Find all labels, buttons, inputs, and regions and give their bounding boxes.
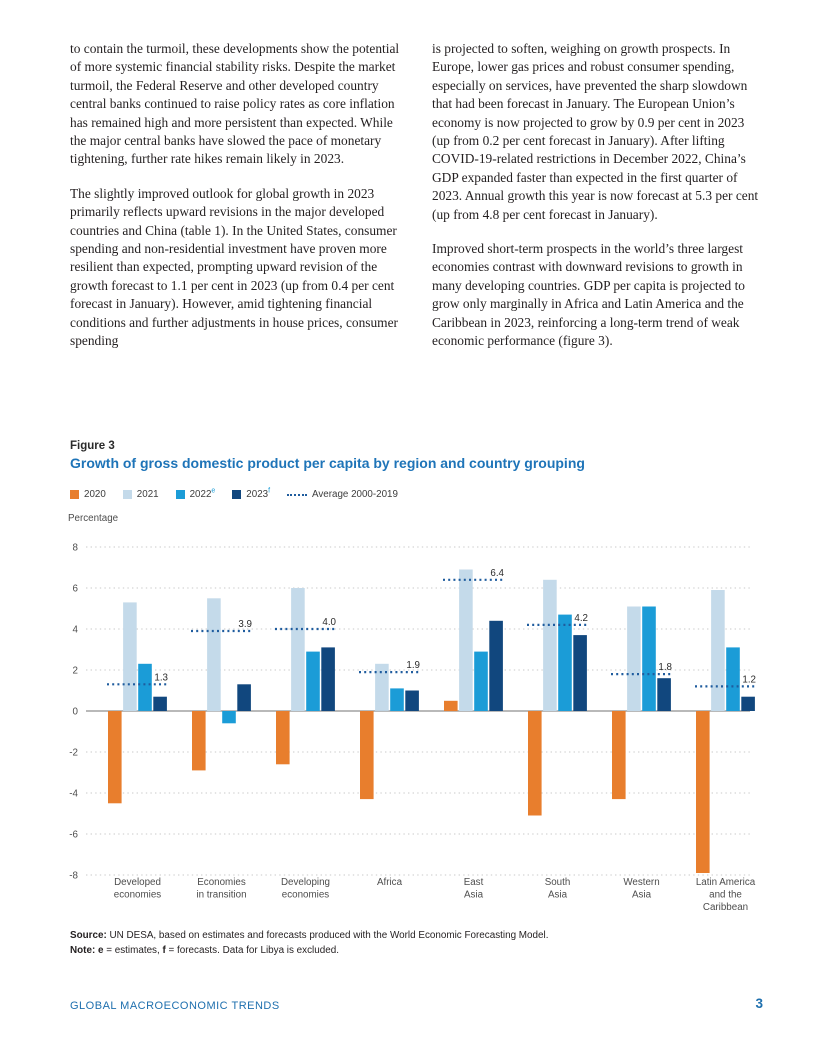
average-value-label: 3.9	[238, 619, 252, 630]
chart-bar-2020	[192, 711, 206, 770]
chart-bar-2023f	[237, 684, 251, 711]
chart-bar-2020	[444, 701, 458, 711]
legend-item	[176, 489, 216, 500]
chart-bar-2020	[528, 711, 542, 816]
source-note: Source: UN DESA, based on estimates and forecasts produced with the World Economic Forecasting Model.	[70, 930, 549, 941]
legend-label: 2023$^f$	[246, 487, 271, 500]
running-footer: GLOBAL MACROECONOMIC TRENDS	[70, 1000, 280, 1012]
legend-item	[287, 489, 398, 500]
legend-swatch-icon	[123, 490, 132, 499]
figure-label: Figure 3	[70, 440, 115, 452]
legend-item	[123, 489, 159, 500]
chart-bar-2023f	[657, 678, 671, 711]
y-tick-label: -2	[69, 747, 78, 759]
legend-item	[232, 489, 270, 500]
y-tick-label: 4	[72, 624, 78, 636]
y-axis-unit-label: Percentage	[68, 513, 119, 524]
chart-bar-2021	[291, 588, 305, 711]
left-text-column	[70, 40, 403, 367]
gdp-per-capita-bar-chart	[58, 536, 760, 918]
chart-bar-2023f	[489, 621, 503, 711]
x-category-label: Economies in transition	[196, 877, 247, 901]
x-category-label: Latin America and the Caribbean	[695, 877, 756, 913]
y-tick-label: -8	[69, 870, 78, 882]
x-category-label: Western Asia	[623, 877, 660, 901]
chart-bar-2021	[375, 664, 389, 711]
average-value-label: 1.9	[406, 660, 420, 672]
average-value-label: 1.2	[742, 674, 756, 686]
average-value-label: 4.0	[322, 617, 336, 628]
legend-swatch-icon	[176, 490, 185, 499]
chart-bar-2022e	[222, 711, 236, 723]
y-tick-label: 6	[72, 583, 78, 595]
x-category-label: Developing economies	[280, 877, 331, 901]
average-value-label: 1.8	[658, 662, 672, 674]
chart-bar-2022e	[306, 652, 320, 711]
x-category-label: East Asia	[463, 877, 484, 901]
chart-bar-2022e	[474, 652, 488, 711]
legend-swatch-icon	[70, 490, 79, 499]
legend-swatch-icon	[232, 490, 241, 499]
y-tick-label: -6	[69, 829, 78, 841]
body-paragraph: The slightly improved outlook for global growth in 2023 primarily reflects upward revisions in the major developed countries and China (table 1). In the United States, consumer spending and non-residential investment have proven more resilient than expected, prompting upward revision of the growth forecast to 1.1 per cent in 2023 (up from 0.4 per cent forecast in January). However, amid tightening financial conditions and further adjustments in house prices, consumer spending	[70, 185, 398, 349]
y-tick-label: -4	[69, 788, 78, 800]
x-category-label: Developed economies	[113, 877, 162, 901]
y-tick-label: 0	[72, 706, 78, 718]
chart-bar-2020	[696, 711, 710, 873]
chart-bar-2021	[627, 607, 641, 712]
chart-bar-2021	[711, 590, 725, 711]
body-paragraph: Improved short-term prospects in the world’s three largest economies contrast with downward revisions to growth in many developing countries. GDP per capita is projected to grow only marginally in Africa and Latin America and the Caribbean in 2023, reinforcing a long-term trend of weak economic performance (figure 3).	[432, 241, 745, 349]
chart-bar-2022e	[138, 664, 152, 711]
chart-bar-2021	[459, 570, 473, 712]
x-category-label: Africa	[376, 877, 403, 888]
y-tick-label: 8	[72, 542, 78, 554]
legend-label: Average 2000-2019	[312, 489, 398, 500]
chart-bar-2022e	[726, 647, 740, 711]
figure-notes	[70, 929, 750, 958]
average-line-swatch-icon	[287, 494, 307, 496]
legend-label: 2022e	[189, 487, 216, 500]
chart-bar-2023f	[741, 697, 755, 711]
chart-bar-2020	[276, 711, 290, 764]
chart-bar-2023f	[153, 697, 167, 711]
footnote: Note: e = estimates, f = forecasts. Data for Libya is excluded.	[70, 944, 339, 956]
body-paragraph: is projected to soften, weighing on growth prospects. In Europe, lower gas prices and robust consumer spending, especially on services, have prevented the sharp slowdown that had been forecast in January. The European Union’s economy is now projected to grow by 0.9 per cent in 2023 (up from 0.2 per cent forecast in January). After lifting COVID-19-related restrictions in December 2022, China’s GDP expanded faster than expected in the first quarter of 2023. Annual growth this year is now forecast at 5.3 per cent (up from 4.8 per cent forecast in January).	[432, 41, 759, 222]
chart-bar-2022e	[390, 688, 404, 711]
x-category-label: South Asia	[544, 877, 571, 901]
right-text-column	[432, 40, 765, 367]
chart-bar-2022e	[558, 615, 572, 711]
page-number: 3	[755, 996, 763, 1011]
chart-bar-2020	[108, 711, 122, 803]
y-tick-label: 2	[72, 665, 78, 677]
average-value-label: 1.3	[154, 672, 168, 684]
chart-legend	[70, 489, 398, 500]
legend-item	[70, 489, 106, 500]
chart-bar-2023f	[405, 691, 419, 712]
average-value-label: 4.2	[574, 612, 588, 624]
chart-bar-2023f	[321, 647, 335, 711]
average-value-label: 6.4	[490, 567, 504, 579]
legend-label: 2021	[136, 489, 159, 500]
chart-bar-2020	[612, 711, 626, 799]
legend-label: 2020	[84, 489, 106, 500]
chart-bar-2021	[207, 598, 221, 711]
chart-bar-2020	[360, 711, 374, 799]
chart-bar-2021	[123, 602, 137, 711]
chart-bar-2022e	[642, 607, 656, 712]
chart-bar-2023f	[573, 635, 587, 711]
figure-title: Growth of gross domestic product per capita by region and country grouping	[70, 455, 585, 471]
body-paragraph: to contain the turmoil, these developments show the potential of more systemic financial stability risks. Despite the market turmoil, the Federal Reserve and other developed country central banks continued to raise policy rates as core inflation has remained high and more persistent than expected. While the major central banks have slowed the pace of monetary tightening, further rate hikes remain likely in 2023.	[70, 41, 400, 167]
chart-bar-2021	[543, 580, 557, 711]
